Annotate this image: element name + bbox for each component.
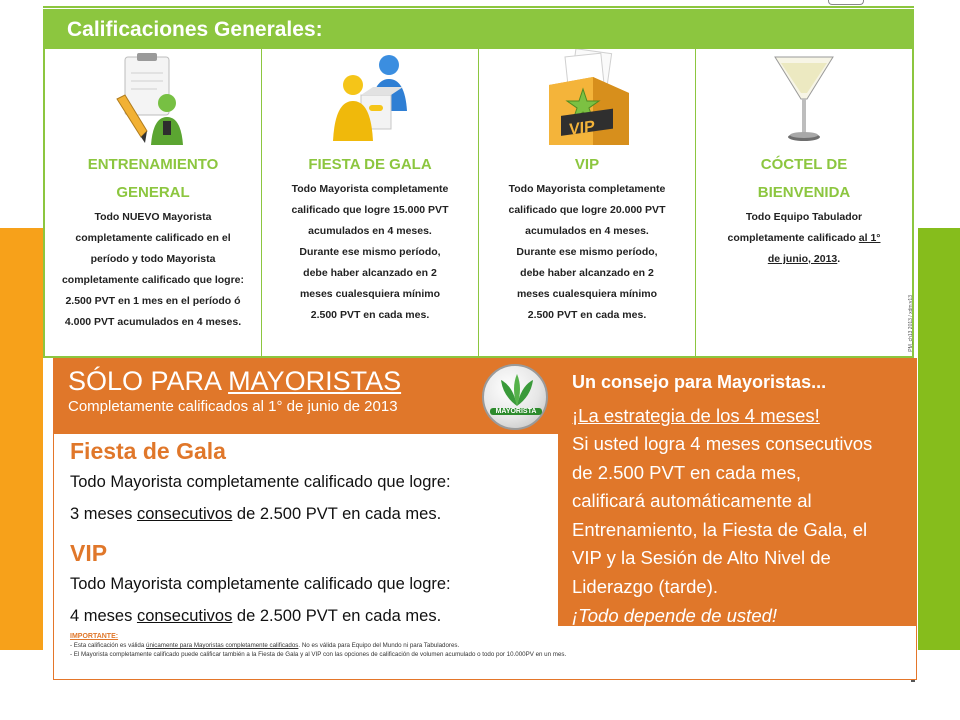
column-title: ENTRENAMIENTO GENERAL [87, 156, 219, 201]
promo-title: SÓLO PARA MAYORISTAS [68, 366, 402, 396]
column-title: VIP [574, 156, 600, 173]
column-text: Todo NUEVO Mayorista completamente calificado en el período y todo Mayorista completamente calificado que logre: 2.500 PVT en 1 mes en el período ó 4.000 PVT acumulados en 4 meses. [61, 211, 245, 328]
left-orange-bar [0, 228, 43, 650]
column-gala [262, 49, 479, 356]
column-training [45, 49, 262, 356]
tip-closing: ¡Todo depende de usted! [572, 604, 778, 626]
right-green-bar [918, 228, 960, 650]
tip-body: Si usted logra 4 meses consecutivos de 2.500 PVT en cada mes, calificará automáticamente al Entrenamiento, la Fiesta de Gala, el VIP y la Sesión de Alto Nivel de Liderazgo (tarde). [572, 433, 873, 597]
card-title: Calificaciones Generales: [45, 11, 912, 49]
svg-text:VIP: VIP [569, 117, 595, 139]
vip-heading: VIP [70, 540, 108, 566]
tip-panel [558, 358, 916, 626]
promo-subtitle: Completamente calificados al 1° de junio de 2013 [68, 398, 398, 415]
column-text: Todo Equipo Tabulador completamente calificado al 1° de junio, 2013. [727, 211, 881, 265]
cocktail-glass-icon [702, 49, 906, 149]
mayoristas-promo [53, 358, 917, 680]
qualification-columns [45, 49, 912, 356]
fiesta-line-1: Todo Mayorista completamente calificado que logre: [70, 473, 451, 491]
mayorista-badge-icon [482, 364, 548, 430]
column-text: Todo Mayorista completamente calificado que logre 15.000 PVT acumulados en 4 meses. Durante ese mismo período, debe haber alcanzado en 2 meses cualesquiera mínimo 2.500 PVT en cada mes. [291, 183, 449, 321]
column-title: FIESTA DE GALA [308, 156, 432, 173]
important-line-2: - El Mayorista completamente calificado puede calificar también a la Fiesta de Gala y al VIP con las opciones de calificación de volumen acumulado o todo por 10.000PV en un mes. [70, 651, 567, 658]
vip-folder-icon [485, 49, 689, 149]
column-title: CÓCTEL DE BIENVENIDA [757, 156, 851, 201]
vip-line-2: 4 meses consecutivos de 2.500 PVT en cada mes. [70, 607, 442, 625]
previous-section-edge [43, 0, 914, 8]
corner-mark [911, 680, 915, 682]
qualifications-card [43, 9, 914, 358]
vertical-footnote: PM_ch13 2013 / xdm:v13 [908, 295, 914, 352]
column-cocktail [696, 49, 912, 356]
important-line-1: - Esta calificación es válida únicamente para Mayoristas completamente calificados. No es válida para Equipo del Mundo ni para Tabuladores. [70, 642, 460, 649]
promo-conditions [70, 436, 550, 632]
clipboard-person-icon [51, 49, 255, 149]
tip-subheading: ¡La estrategia de los 4 meses! [572, 405, 820, 426]
tip-heading: Un consejo para Mayoristas... [572, 372, 827, 392]
column-text: Todo Mayorista completamente calificado que logre 20.000 PVT acumulados en 4 meses. Durante ese mismo período, debe haber alcanzado en 2 meses cualesquiera mínimo 2.500 PVT en cada mes. [508, 183, 666, 321]
fiesta-line-2: 3 meses consecutivos de 2.500 PVT en cada mes. [70, 505, 442, 523]
vip-line-1: Todo Mayorista completamente calificado que logre: [70, 575, 451, 593]
important-notes [70, 632, 910, 659]
column-vip [479, 49, 696, 356]
people-meeting-icon [268, 49, 472, 149]
important-label: IMPORTANTE: [70, 633, 119, 640]
fiesta-heading: Fiesta de Gala [70, 438, 226, 464]
badge-label: MAYORISTA [490, 408, 542, 415]
